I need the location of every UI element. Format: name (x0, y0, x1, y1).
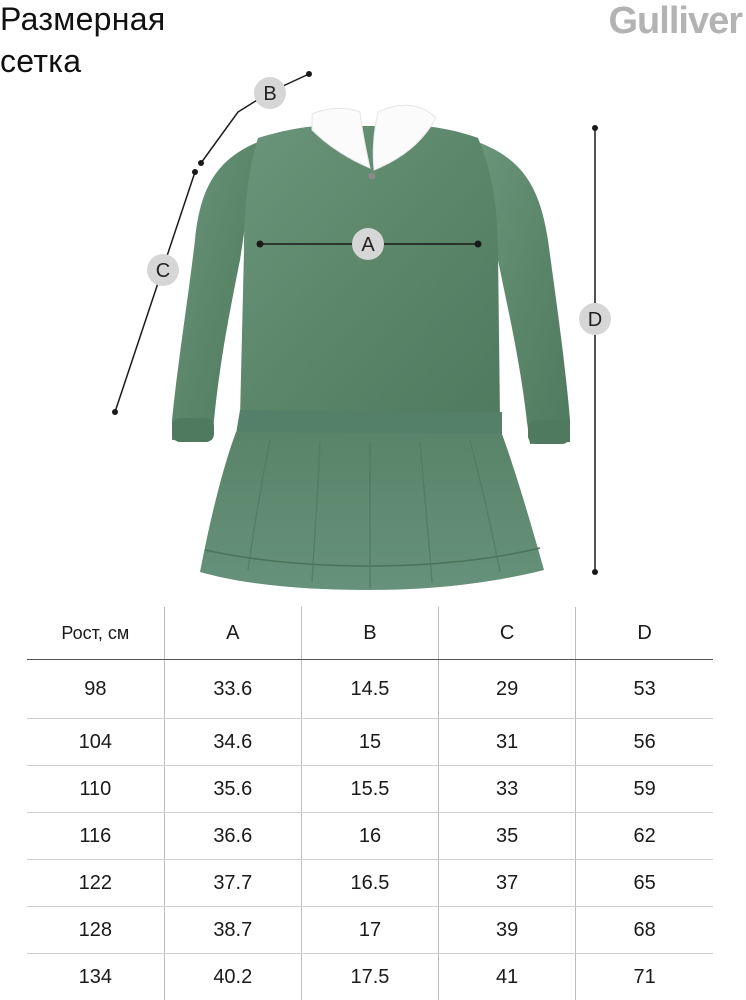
cell-c: 39 (439, 907, 576, 954)
table-row (27, 954, 713, 1000)
header-c: C (439, 607, 576, 660)
cell-a: 34.6 (164, 719, 301, 766)
page-title: Размерная сетка (0, 1, 166, 79)
cell-c: 33 (439, 766, 576, 813)
badge-b-label: B (263, 83, 277, 105)
badge-a-label: A (361, 234, 375, 256)
cell-height: 116 (27, 813, 164, 860)
cell-b: 16.5 (301, 860, 438, 907)
header-b: B (301, 607, 438, 660)
left-cuff (172, 418, 214, 442)
cell-height: 104 (27, 719, 164, 766)
cell-height: 134 (78, 965, 113, 988)
cell-c: 29 (439, 660, 576, 719)
cell-d: 59 (576, 766, 713, 813)
cell-d: 53 (576, 660, 713, 719)
cell-d: 62 (576, 813, 713, 860)
badge-a (352, 228, 384, 260)
cell-d: 71 (576, 954, 713, 1000)
cell-c: 41 (439, 954, 576, 1000)
cell-a: 37.7 (164, 860, 301, 907)
brand-logo: Gulliver (608, 0, 742, 42)
cell-b: 16 (301, 813, 438, 860)
cell-a: 35.6 (164, 766, 301, 813)
right-cuff (528, 420, 570, 444)
waist-band (236, 410, 502, 436)
cell-a: 38.7 (164, 907, 301, 954)
cell-a: 36.6 (164, 813, 301, 860)
cell-height: 98 (27, 660, 164, 719)
cell-b: 15 (301, 719, 438, 766)
table-row (27, 719, 713, 766)
bodice (240, 126, 500, 421)
brooch (369, 173, 376, 180)
cell-c: 37 (439, 860, 576, 907)
cell-c: 31 (439, 719, 576, 766)
cell-height: 122 (27, 860, 164, 907)
badge-d (579, 303, 611, 335)
cell-height: 128 (27, 907, 164, 954)
cell-d: 65 (576, 860, 713, 907)
badge-c (147, 254, 179, 286)
table-row (27, 766, 713, 813)
header-a: A (164, 607, 301, 660)
cell-a: 33.6 (164, 660, 301, 719)
badge-d-label: D (587, 309, 603, 331)
cell-height: 110 (27, 766, 164, 813)
size-table (27, 607, 713, 1000)
cell-c: 35 (439, 813, 576, 860)
table-header-row (27, 607, 713, 660)
cell-d: 56 (576, 719, 713, 766)
table-row (27, 660, 713, 719)
cell-a: 40.2 (164, 954, 301, 1000)
badge-c-label: C (155, 260, 171, 282)
header-height: Рост, см (27, 607, 164, 660)
table-row (27, 907, 713, 954)
cell-d: 68 (576, 907, 713, 954)
badge-b (254, 77, 286, 109)
table-row (27, 860, 713, 907)
table-row (27, 813, 713, 860)
cell-b: 15.5 (301, 766, 438, 813)
cell-b: 17 (301, 907, 438, 954)
header-d: D (576, 607, 713, 660)
cell-b: 14.5 (301, 660, 438, 719)
cell-b: 17.5 (301, 954, 438, 1000)
